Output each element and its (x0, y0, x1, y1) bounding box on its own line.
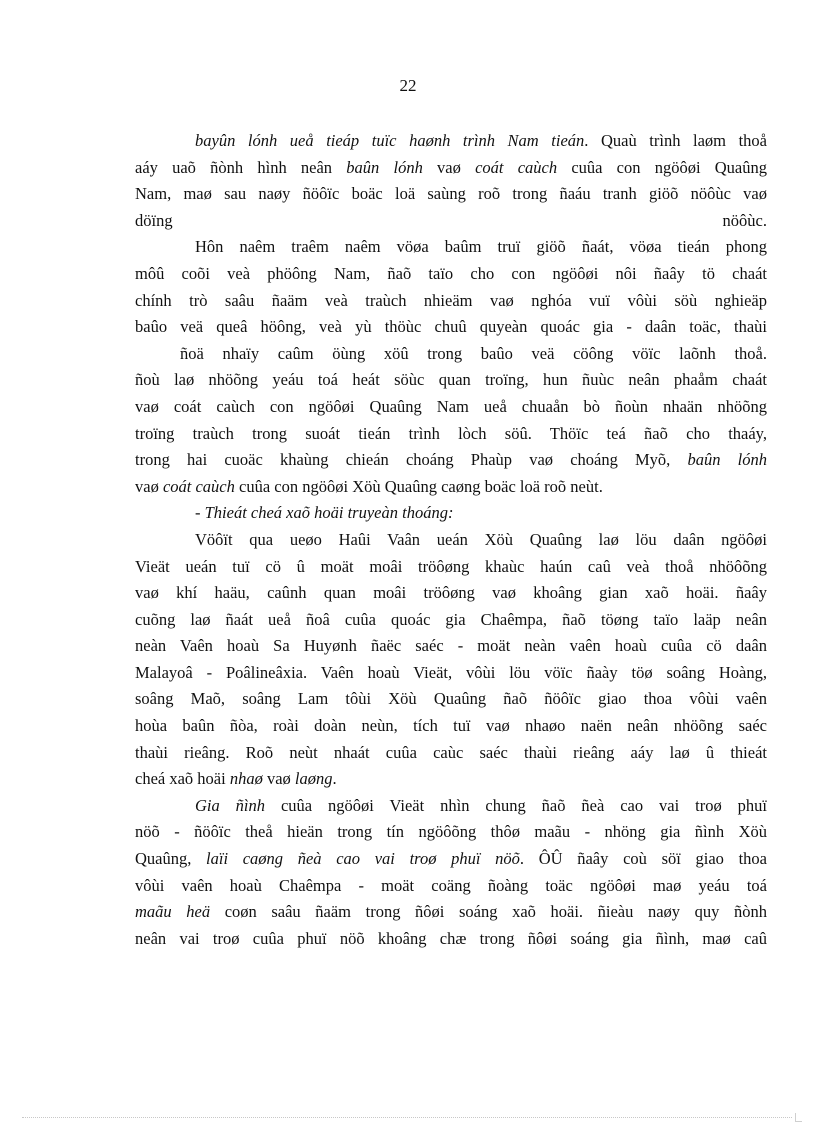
text-segment: vôùi vaên hoaù Chaêmpa - moät coäng ñoàng toäc ngöôøi maø yeáu toá (135, 875, 767, 895)
text-segment: cuõng laø ñaát ueå ñoâ cuûa quoác gia Chaêmpa, ñaõ töøng taïo laäp neân (135, 609, 767, 629)
text-line (135, 394, 767, 421)
text-line (135, 899, 767, 926)
text-line (135, 527, 767, 554)
text-segment: Hôn naêm traêm naêm vöøa baûm truï giöõ ñaát, vöøa tieán phong (195, 237, 767, 257)
text-segment: ñoù laø nhöõng yeáu toá heát söùc quan troïng, hun ñuùc neân phaåm chaát (135, 370, 767, 390)
text-line (135, 873, 767, 900)
text-line (135, 713, 767, 740)
text-line (135, 686, 767, 713)
text-segment: nöõ - ñöôïc theå hieän trong tín ngöôõng thôø maãu - nhöng gia ñình Xöù (135, 822, 767, 842)
text-line (135, 341, 767, 368)
text-line (135, 633, 767, 660)
text-segment: ñoä nhaïy caûm öùng xöû trong baûo veä cöông vöïc laõnh thoå. (180, 343, 767, 363)
page-number: 22 (399, 76, 417, 95)
text-segment: vaø (262, 769, 295, 789)
text-segment: Vieät ueán tuï cö û moät moâi tröôøng khaùc haún caû veà thoå nhöôõng (135, 556, 767, 576)
text-segment: . ÔÛ ñaây coù söï giao thoa (519, 849, 767, 869)
text-segment: aáy uaõ ñònh hình neân (135, 157, 347, 177)
footer-dotted-rule (22, 1117, 792, 1118)
text-line (135, 819, 767, 846)
italic-text-segment: baûn lónh (346, 157, 423, 177)
text-segment: cuûa con ngöôøi Xöù Quaûng caøng boäc loä roõ neùt. (234, 476, 603, 496)
text-segment: . (332, 769, 337, 789)
text-segment: neàn Vaên hoaù Sa Huyønh ñaëc saéc - moät neàn vaên hoaù cuûa cö daân (135, 636, 767, 656)
italic-text-segment: coát caùch (162, 476, 235, 496)
text-segment: cuûa con ngöôøi Quaûng (557, 157, 768, 177)
text-line (135, 261, 767, 288)
text-line (135, 580, 767, 607)
text-line (135, 607, 767, 634)
text-segment: Nam, maø sau naøy ñöôïc boäc loä saùng roõ trong ñaáu tranh giöõ nöôùc vaø (135, 184, 767, 204)
italic-text-segment: nhaø (229, 769, 263, 789)
body-text (135, 128, 767, 952)
text-line (135, 421, 767, 448)
text-segment: baûo veä queâ höông, veà yù thöùc chuû quyeàn quoác gia - daân toäc, thaùi (135, 317, 767, 337)
text-line (135, 474, 767, 501)
text-line (135, 660, 767, 687)
italic-text-segment: Gia ñình (195, 795, 266, 815)
text-line (135, 740, 767, 767)
text-line (135, 128, 767, 155)
italic-text-segment: - Thieát cheá xaõ hoäi truyeàn thoáng: (195, 503, 454, 523)
text-segment: hoùa baûn ñòa, roài doàn neùn, tích tuï vaø nhaøo naën neân nhöõng saéc (135, 716, 767, 736)
text-line (135, 181, 767, 208)
text-segment: nöôùc. (722, 210, 767, 230)
text-segment: neân vai troø cuûa phuï nöõ khoâng chæ trong ñôøi soáng gia ñình, maø caû (135, 928, 767, 948)
text-segment: vaø khí haäu, caûnh quan moâi tröôøng vaø khoâng gian xaõ hoäi. ñaây (135, 583, 767, 603)
text-line (135, 314, 767, 341)
italic-text-segment: coát caùch (475, 157, 558, 177)
text-line (135, 846, 767, 873)
text-segment: trong hai cuoäc khaùng chieán choáng Phaùp vaø choáng Myõ, (135, 450, 688, 470)
text-line (135, 926, 767, 953)
text-segment: cheá xaõ hoäi (135, 769, 230, 789)
text-line (135, 554, 767, 581)
text-line (135, 500, 767, 527)
page-corner-mark (795, 1113, 802, 1122)
text-segment: cuûa ngöôøi Vieät nhìn chung ñaõ ñeà cao vai troø phuï (265, 795, 767, 815)
italic-text-segment: laøng (294, 769, 333, 789)
italic-text-segment: bayûn lónh ueå tieáp tuïc haønh trình Nam tieán (195, 131, 585, 150)
text-line (135, 208, 767, 235)
text-segment: môû coõi veà phöông Nam, ñaõ taïo cho con ngöôøi nôi ñaây tö chaát (135, 263, 767, 283)
text-segment: vaø (422, 157, 476, 177)
text-line (135, 793, 767, 820)
text-line (135, 234, 767, 261)
italic-text-segment: laïi caøng ñeà cao vai troø phuï nöõ (206, 849, 520, 869)
text-segment: thaùi rieâng. Roõ neùt nhaát cuûa caùc saéc thaùi rieâng aáy laø û thieát (135, 742, 767, 762)
text-segment: Vöôït qua ueøo Haûi Vaân ueán Xöù Quaûng laø löu daân ngöôøi (195, 529, 767, 549)
text-line (135, 288, 767, 315)
text-segment: chính trò saâu ñaäm veà traùch nhieäm vaø nghóa vuï vôùi söù nghieäp (135, 290, 767, 310)
text-segment: vaø coát caùch con ngöôøi Quaûng Nam ueå chuaån bò ñoùn nhaän nhöõng (135, 396, 767, 416)
text-segment: troïng traùch trong suoát tieán trình lòch söû. Thöïc teá ñaõ cho thaáy, (135, 423, 767, 443)
italic-text-segment: baûn lónh (687, 450, 767, 470)
italic-text-segment: maãu heä (135, 902, 211, 922)
text-segment: Quaûng, (135, 849, 207, 869)
text-segment: coøn saâu ñaäm trong ñôøi soáng xaõ hoäi. ñieàu naøy quy ñònh (210, 902, 767, 922)
text-line (135, 447, 767, 474)
text-line (135, 367, 767, 394)
text-segment: Malayoâ - Poâlineâxia. Vaên hoaù Vieät, vôùi löu vöïc ñaày töø soâng Hoàng, (135, 662, 767, 682)
text-line (135, 155, 767, 182)
text-segment: soâng Maõ, soâng Lam tôùi Xöù Quaûng ñaõ ñöôïc giao thoa vôùi vaên (135, 689, 767, 709)
text-segment: vaø (135, 476, 163, 496)
text-segment: döïng (135, 210, 173, 230)
text-segment: . Quaù trình laøm thoå (584, 131, 767, 150)
text-line (135, 766, 767, 793)
